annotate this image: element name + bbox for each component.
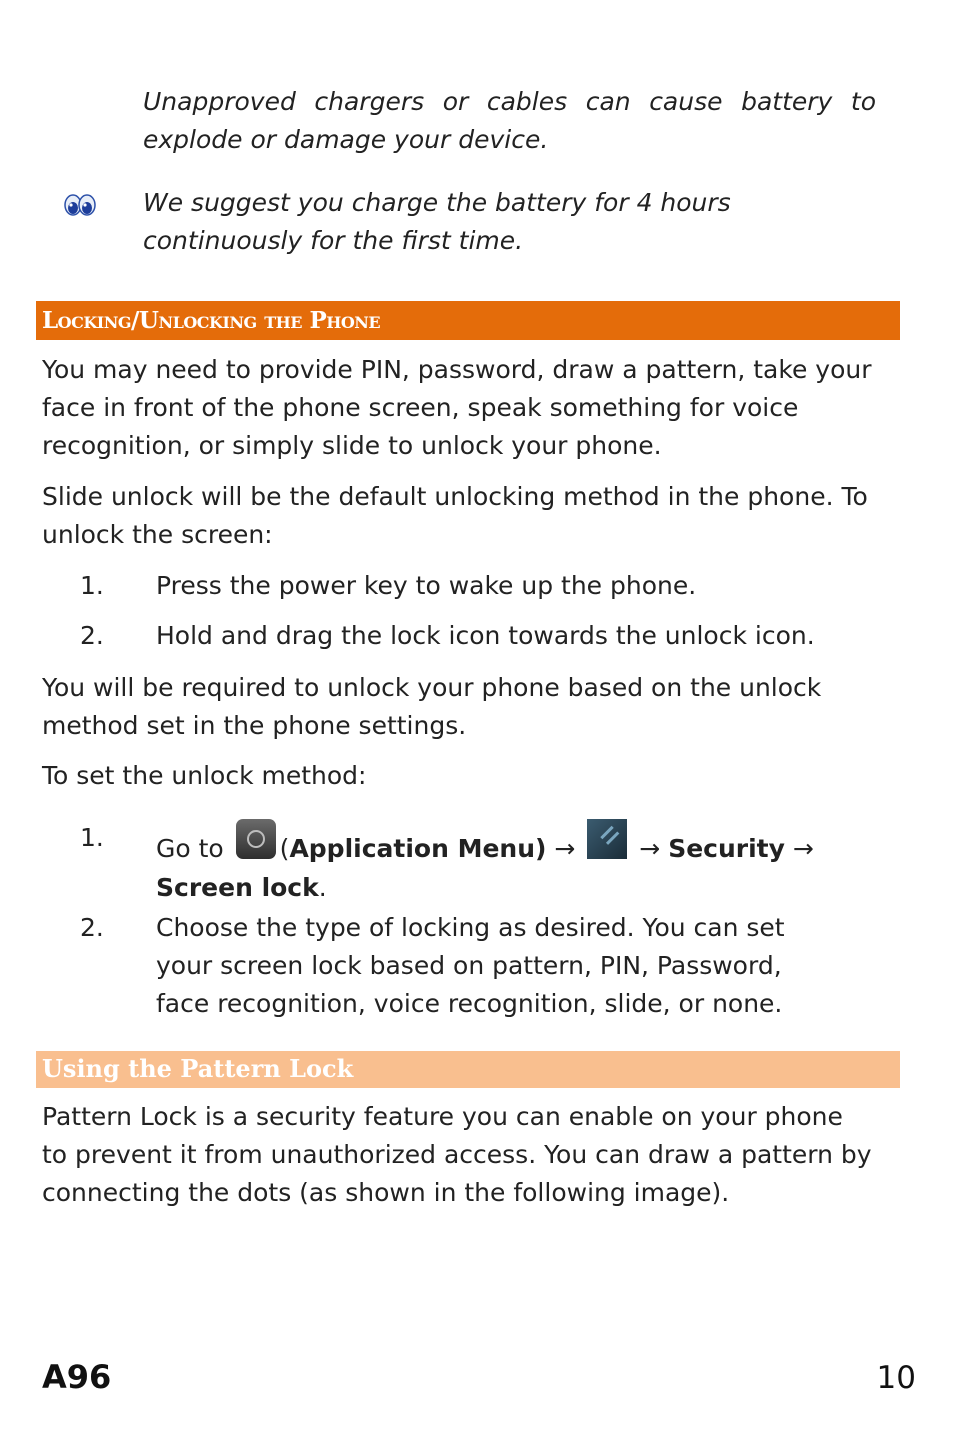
section-heading-pattern-lock: Using the Pattern Lock (36, 1051, 900, 1088)
warning-note: Unapproved chargers or cables can cause battery to explode or damage your device. (143, 87, 876, 154)
period: . (318, 873, 327, 902)
locking-intro: You may need to provide PIN, password, draw a pattern, take your face in front of the phone screen, speak something for voice recognition, or simply slide to unlock your phone. (42, 355, 872, 460)
settings-icon (587, 819, 627, 859)
set-method-intro: To set the unlock method: (42, 761, 367, 790)
slide-unlock-intro: Slide unlock will be the default unlocking method in the phone. To unlock the screen: (42, 482, 868, 549)
paren-open: ( (279, 834, 290, 863)
list-text: Hold and drag the lock icon towards the unlock icon. (156, 621, 815, 650)
list-text: Choose the type of locking as desired. You can set your screen lock based on pattern, PIN, Password, face recognition, voice recognition, slide, or none. (156, 913, 785, 1018)
list-text (156, 819, 836, 907)
list-text: Press the power key to wake up the phone. (156, 571, 697, 600)
section-heading-locking: Locking/Unlocking the Phone (36, 301, 900, 340)
list-number: 1. (80, 571, 104, 600)
footer-page-number: 10 (876, 1360, 916, 1396)
list-number: 2. (80, 621, 104, 650)
arrow-glyph: → (554, 834, 576, 863)
application-menu-label: Application Menu) (289, 834, 547, 863)
arrow-glyph: → (639, 834, 661, 863)
application-menu-icon (236, 819, 276, 859)
screen-lock-label: Screen lock (156, 873, 319, 902)
go-to-text: Go to (156, 834, 224, 863)
pattern-lock-intro: Pattern Lock is a security feature you can enable on your phone to prevent it from unauthorized access. You can draw a pattern by connecting the dots (as shown in the following image). (42, 1102, 872, 1207)
footer-model-name: A96 (42, 1358, 112, 1396)
list-number: 1. (80, 823, 104, 852)
security-label: Security (668, 834, 785, 863)
eyes-note-icon (64, 192, 96, 218)
list-number: 2. (80, 913, 104, 942)
tip-note: We suggest you charge the battery for 4 hours continuously for the first time. (143, 188, 731, 255)
unlock-required-text: You will be required to unlock your phone based on the unlock method set in the phone settings. (42, 673, 822, 740)
arrow-glyph: → (792, 834, 814, 863)
